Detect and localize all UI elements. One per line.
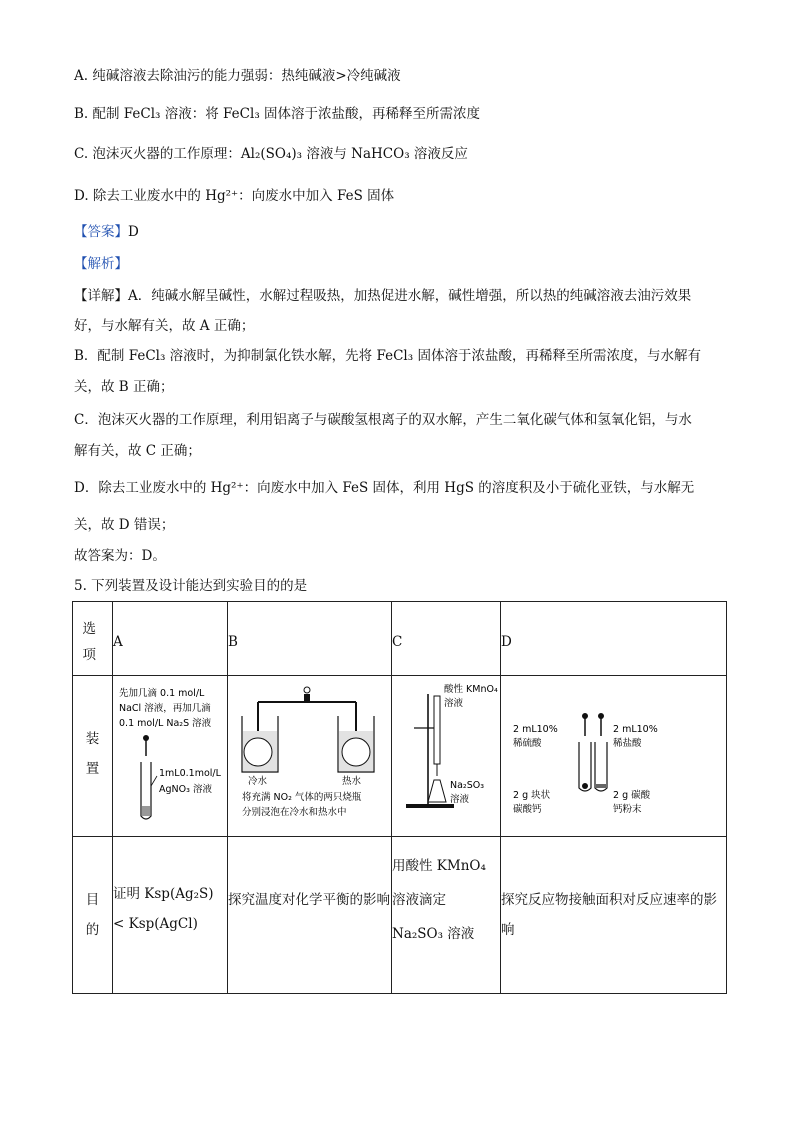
a-label-4: 1mL0.1mol/L bbox=[159, 768, 221, 779]
d-label-5: 2 g 块状 bbox=[513, 790, 551, 801]
block-caco3-icon bbox=[582, 783, 588, 789]
flask-cold-icon bbox=[244, 738, 272, 766]
option-b: B. 配制 FeCl₃ 溶液：将 FeCl₃ 固体溶于浓盐酸，再稀释至所需浓度 bbox=[74, 106, 481, 122]
answer-tag: 【答案】 bbox=[74, 224, 128, 240]
purpose-c: 用酸性 KMnO₄ 溶液滴定 Na₂SO₃ 溶液 bbox=[392, 837, 501, 994]
detail-d-line1: D．除去工业废水中的 Hg²⁺：向废水中加入 FeS 固体，利用 HgS 的溶度积及小于硫化亚铁，与水解无 bbox=[74, 480, 695, 496]
test-tube-right-icon bbox=[595, 742, 607, 791]
flask-hot-icon bbox=[342, 738, 370, 766]
apparatus-b bbox=[228, 676, 392, 837]
conclusion: 故答案为：D。 bbox=[74, 548, 166, 564]
d-label-3: 2 mL10% bbox=[613, 724, 658, 735]
solution-fill bbox=[142, 806, 150, 816]
header-b: B bbox=[228, 602, 392, 676]
header-option: 选项 bbox=[73, 602, 113, 676]
header-c: C bbox=[392, 602, 501, 676]
option-d: D. 除去工业废水中的 Hg²⁺：向废水中加入 FeS 固体 bbox=[74, 188, 395, 204]
answer-value: D bbox=[128, 224, 139, 240]
row-label-apparatus: 装置 bbox=[73, 676, 113, 837]
d-label-2: 稀硫酸 bbox=[513, 738, 542, 749]
b-caption-1: 将充满 NO₂ 气体的两只烧瓶 bbox=[242, 792, 362, 803]
b-caption-2: 分别浸泡在冷水和热水中 bbox=[242, 807, 347, 818]
clamp-icon bbox=[304, 694, 310, 702]
c-label-3: Na₂SO₃ bbox=[450, 780, 485, 791]
apparatus-d bbox=[501, 676, 727, 837]
d-label-1: 2 mL10% bbox=[513, 724, 558, 735]
apparatus-c bbox=[392, 676, 501, 837]
a-label-5: AgNO₃ 溶液 bbox=[159, 784, 212, 795]
purpose-d: 探究反应物接触面积对反应速率的影响 bbox=[501, 837, 727, 994]
detail-a-line2: 好，与水解有关，故 A 正确； bbox=[74, 318, 255, 334]
option-a: A. 纯碱溶液去除油污的能力强弱：热纯碱液>冷纯碱液 bbox=[74, 68, 401, 84]
purpose-b: 探究温度对化学平衡的影响 bbox=[228, 837, 392, 994]
a-label-3: 0.1 mol/L Na₂S 溶液 bbox=[119, 718, 212, 729]
row-label-purpose: 目的 bbox=[73, 837, 113, 994]
burette-icon bbox=[434, 696, 440, 764]
d-label-4: 稀盐酸 bbox=[613, 738, 642, 749]
d-label-6: 碳酸钙 bbox=[513, 804, 542, 815]
question-5-stem: 5. 下列装置及设计能达到实验目的的是 bbox=[74, 578, 308, 594]
table-row-purpose bbox=[73, 837, 727, 994]
detail-c-line2: 解有关，故 C 正确； bbox=[74, 443, 201, 459]
answer-line bbox=[74, 222, 139, 242]
d-label-8: 钙粉末 bbox=[613, 804, 642, 815]
header-d: D bbox=[501, 602, 727, 676]
a-label-1: 先加几滴 0.1 mol/L bbox=[119, 688, 205, 699]
detail-b-line2: 关，故 B 正确； bbox=[74, 379, 174, 395]
table-row-apparatus bbox=[73, 676, 727, 837]
conical-flask-icon bbox=[428, 780, 446, 802]
d-label-7: 2 g 碳酸 bbox=[613, 790, 651, 801]
b-label-cold: 冷水 bbox=[248, 776, 268, 787]
detail-d-line2: 关，故 D 错误； bbox=[74, 517, 175, 533]
purpose-a: 证明 Ksp(Ag₂S) < Ksp(AgCl) bbox=[113, 837, 228, 994]
c-label-1: 酸性 KMnO₄ bbox=[444, 684, 498, 695]
table-row-header bbox=[73, 602, 727, 676]
powder-caco3-icon bbox=[596, 784, 606, 788]
c-label-4: 溶液 bbox=[450, 794, 470, 805]
detail-c-line1: C．泡沫灭火器的工作原理，利用铝离子与碳酸氢根离子的双水解，产生二氧化碳气体和氢氧化铝，与水 bbox=[74, 412, 692, 428]
question-5-table bbox=[72, 601, 727, 994]
analysis-tag: 【解析】 bbox=[74, 256, 128, 272]
c-label-2: 溶液 bbox=[444, 698, 464, 709]
stand-base bbox=[406, 804, 454, 808]
detail-b-line1: B．配制 FeCl₃ 溶液时，为抑制氯化铁水解，先将 FeCl₃ 固体溶于浓盐酸，再稀释至所需浓度，与水解有 bbox=[74, 348, 701, 364]
pointer-line bbox=[151, 776, 157, 786]
a-label-2: NaCl 溶液，再加几滴 bbox=[119, 703, 211, 714]
option-c: C. 泡沫灭火器的工作原理：Al₂(SO₄)₃ 溶液与 NaHCO₃ 溶液反应 bbox=[74, 146, 468, 162]
apparatus-a bbox=[113, 676, 228, 837]
b-label-hot: 热水 bbox=[342, 776, 362, 787]
detail-a-line1: 【详解】A．纯碱水解呈碱性，水解过程吸热，加热促进水解，碱性增强，所以热的纯碱溶液去油污效果 bbox=[74, 288, 692, 304]
header-a: A bbox=[113, 602, 228, 676]
